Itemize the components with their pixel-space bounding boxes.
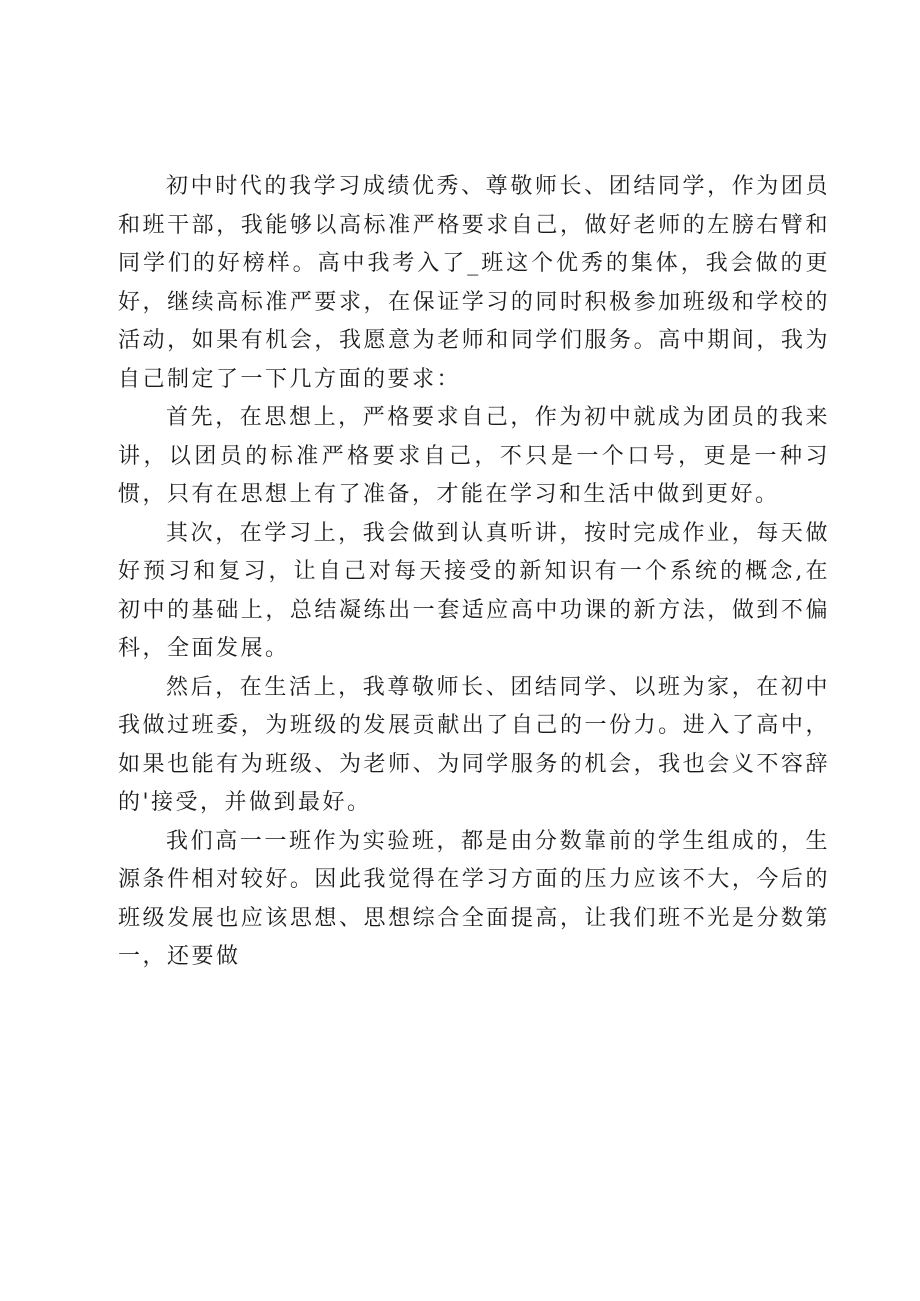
paragraph-2: 首先，在思想上，严格要求自己，作为初中就成为团员的我来讲，以团员的标准严格要求自己，不只是一个口号，更是一种习惯，只有在思想上有了准备，才能在学习和生活中做到更好。 (118, 405, 830, 507)
document-body (118, 168, 830, 977)
paragraph-3: 其次，在学习上，我会做到认真听讲，按时完成作业，每天做好预习和复习，让自己对每天接受的新知识有一个系统的概念,在初中的基础上，总结凝练出一套适应高中功课的新方法，做到不偏科，全面发展。 (118, 520, 830, 661)
paragraph-5: 我们高一一班作为实验班，都是由分数靠前的学生组成的，生源条件相对较好。因此我觉得在学习方面的压力应该不大，今后的班级发展也应该思想、思想综合全面提高，让我们班不光是分数第一，还要做 (118, 828, 830, 969)
paragraph-4: 然后，在生活上，我尊敬师长、团结同学、以班为家，在初中我做过班委，为班级的发展贡献出了自己的一份力。进入了高中，如果也能有为班级、为老师、为同学服务的机会，我也会义不容辞的'接受，并做到最好。 (118, 674, 830, 815)
paragraph-1: 初中时代的我学习成绩优秀、尊敬师长、团结同学，作为团员和班干部，我能够以高标准严格要求自己，做好老师的左膀右臂和同学们的好榜样。高中我考入了_班这个优秀的集体，我会做的更好，继续高标准严要求，在保证学习的同时积极参加班级和学校的活动，如果有机会，我愿意为老师和同学们服务。高中期间，我为自己制定了一下几方面的要求： (118, 174, 830, 392)
